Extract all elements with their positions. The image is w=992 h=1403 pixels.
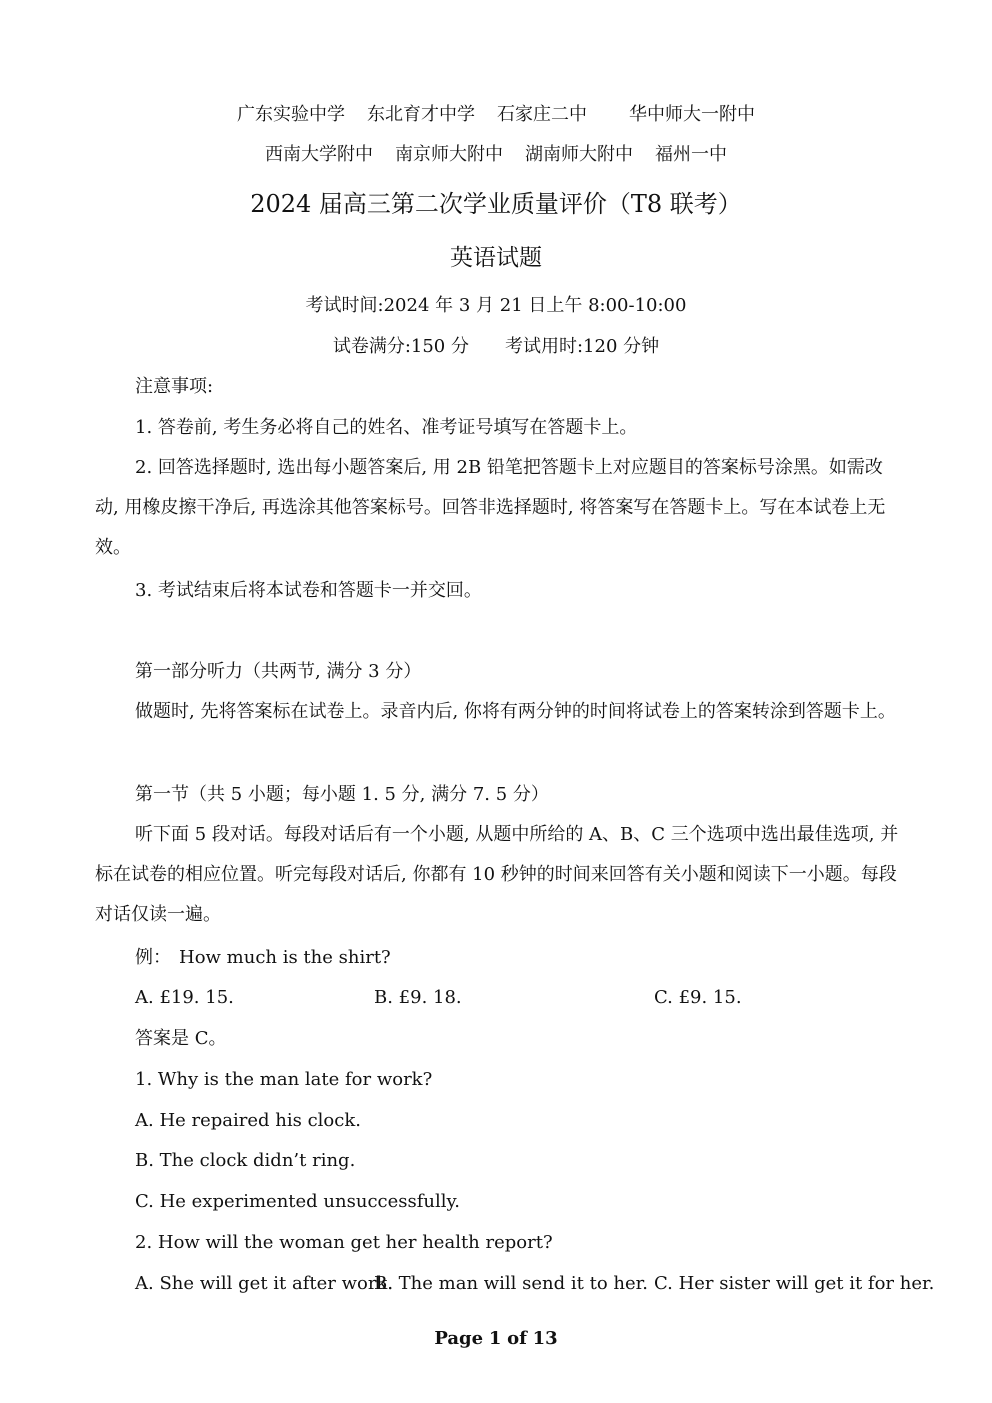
option: A. £19. 15. xyxy=(135,987,234,1008)
current-page: 1 xyxy=(488,1328,502,1349)
score-and-duration: 试卷满分:150 分 考试用时:120 分钟 xyxy=(332,336,660,357)
page-word: Page xyxy=(434,1328,484,1349)
schools-row-2 xyxy=(0,144,992,166)
notice-heading: 注意事项: xyxy=(135,376,214,397)
question-stem: 1. Why is the man late for work? xyxy=(135,1069,433,1090)
school-name: 广东实验中学 xyxy=(237,104,345,125)
example-answer: 答案是 C。 xyxy=(135,1028,227,1049)
example-label: 例： xyxy=(135,947,171,968)
example-question xyxy=(135,947,391,969)
of-word: of xyxy=(507,1328,527,1349)
option: C. Her sister will get it for her. xyxy=(654,1273,935,1294)
school-name: 福州一中 xyxy=(655,144,727,165)
school-name: 南京师大附中 xyxy=(395,144,503,165)
option: B. £9. 18. xyxy=(374,987,462,1008)
option: B. The clock didn’t ring. xyxy=(135,1150,356,1171)
school-name: 西南大学附中 xyxy=(265,144,373,165)
school-name: 湖南师大附中 xyxy=(525,144,633,165)
question-stem: 2. How will the woman get her health report? xyxy=(135,1232,553,1253)
option: C. £9. 15. xyxy=(654,987,742,1008)
section1-heading: 第一节（共 5 小题；每小题 1. 5 分, 满分 7. 5 分） xyxy=(135,784,549,805)
option: C. He experimented unsuccessfully. xyxy=(135,1191,461,1212)
school-name: 石家庄二中 xyxy=(497,104,587,125)
school-name: 华中师大一附中 xyxy=(629,104,755,125)
option: A. He repaired his clock. xyxy=(135,1110,361,1131)
notice-item: 3. 考试结束后将本试卷和答题卡一并交回。 xyxy=(135,580,482,601)
subject-title: 英语试题 xyxy=(450,245,542,271)
exam-title: 2024 届高三第二次学业质量评价（T8 联考） xyxy=(250,190,742,218)
exam-time: 考试时间:2024 年 3 月 21 日上午 8:00-10:00 xyxy=(305,295,687,316)
page-footer xyxy=(0,1328,992,1350)
schools-row-1 xyxy=(0,104,992,126)
school-name: 东北育才中学 xyxy=(367,104,475,125)
option: A. She will get it after work. xyxy=(135,1273,394,1294)
total-pages: 13 xyxy=(532,1328,558,1349)
example-question-text: How much is the shirt? xyxy=(179,947,391,968)
part1-heading: 第一部分听力（共两节, 满分 3 分） xyxy=(135,661,422,682)
option: B. The man will send it to her. xyxy=(374,1273,648,1294)
notice-item: 2. 回答选择题时, 选出每小题答案后, 用 2B 铅笔把答题卡上对应题目的答案标号涂黑。如需改动, 用橡皮擦干净后, 再选涂其他答案标号。回答非选择题时, 将答案写在答题卡上。写在本试卷上无效。 xyxy=(95,457,886,558)
part1-instruction: 做题时, 先将答案标在试卷上。录音内后, 你将有两分钟的时间将试卷上的答案转涂到答题卡上。 xyxy=(135,701,896,722)
notice-item: 1. 答卷前, 考生务必将自己的姓名、准考证号填写在答题卡上。 xyxy=(135,417,638,438)
section1-instruction: 听下面 5 段对话。每段对话后有一个小题, 从题中所给的 A、B、C 三个选项中选出最佳选项, 并标在试卷的相应位置。听完每段对话后, 你都有 10 秒钟的时间来回答有关小题和阅读下一小题。每段对话仅读一遍。 xyxy=(95,824,899,925)
